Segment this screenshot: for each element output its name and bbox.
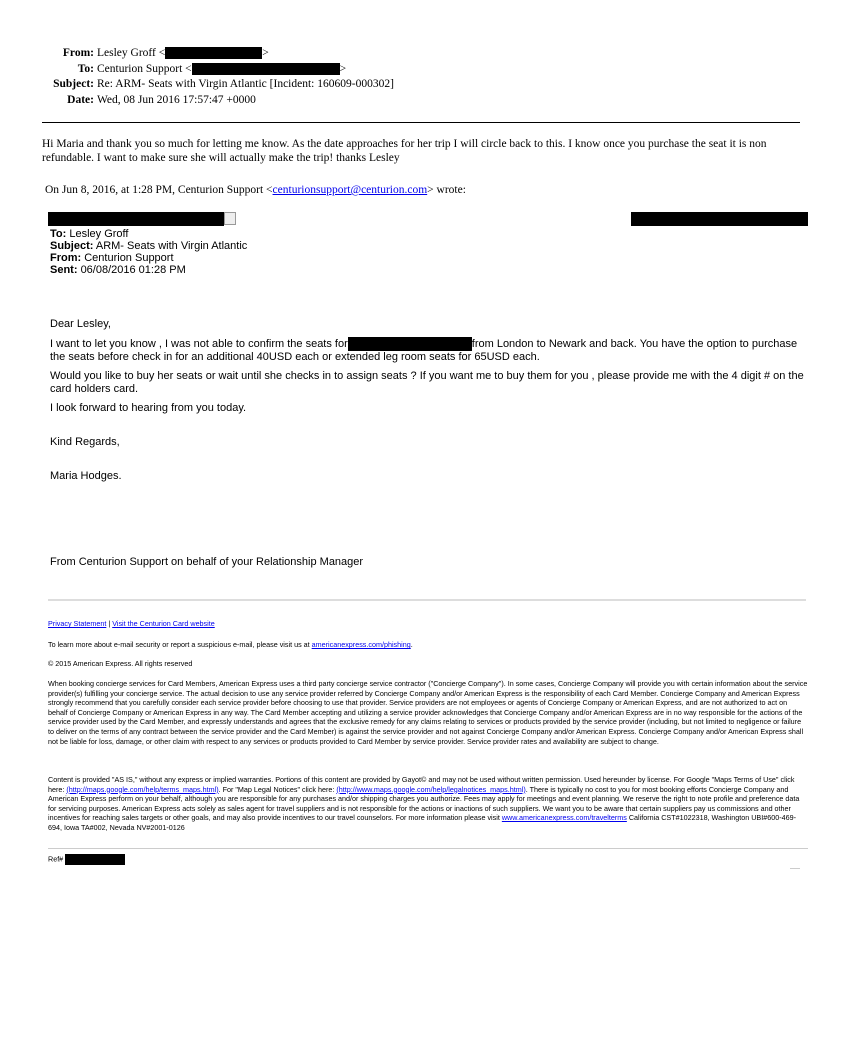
redacted-block (65, 854, 125, 865)
quote-attribution: On Jun 8, 2016, at 1:28 PM, Centurion Support <centurionsupport@centurion.com> wrote: (45, 184, 466, 196)
redacted-block (165, 47, 262, 59)
privacy-statement-link[interactable]: Privacy Statement (48, 619, 107, 628)
meta-from: From: Centurion Support (50, 252, 174, 264)
tiny-divider (790, 868, 800, 869)
date-value: Wed, 08 Jun 2016 17:57:47 +0000 (97, 93, 256, 106)
quoted-meta (50, 228, 247, 276)
header-from-row (0, 46, 400, 62)
meta-sent: Sent: 06/08/2016 01:28 PM (50, 264, 186, 276)
date-label: Date: (67, 93, 94, 106)
broken-image-icon (224, 212, 236, 225)
footer-links: Privacy Statement | Visit the Centurion Card website (48, 619, 215, 628)
paragraph-3: I look forward to hearing from you today. (50, 402, 247, 414)
subject-value: Re: ARM- Seats with Virgin Atlantic [Incident: 160609-000302] (97, 78, 394, 90)
content-notice: Content is provided "AS IS," without any express or implied warranties. Portions of this content are provided by Gayot© and may not be used without written permission. Used hereunder by license. For Google "Maps Terms of Use" click here: (http://maps.google.com/help/terms_maps.html). For "Map Legal Notices" click here: (http://www.maps.google.com/help/legalnotices_maps.html). There is typically no cost to you for most booking efforts Concierge Company and American Express perform on your behalf, although you are responsible for any purchases and/or shipping charges you authorize. Fees may apply for meetings and event planning. We reserve the right to note profile and preference data for servicing purposes. American Express acts solely as sales agent for travel suppliers and is not responsible for the actions or inactions of such suppliers. We want you to be aware that certain suppliers pay us commissions and other incentives for reaching sales targets or other goals, and may also provide incentives to our travel counselors. For more information please visit www.americanexpress.com/travelterms California CST#1022318, Washington UBI#600-469-694, Iowa TA#002, Nevada NV#2001-0126 (48, 775, 800, 832)
disclaimer: When booking concierge services for Card Members, American Express uses a third party concierge service contractor ("Concierge Company"). In some cases, Concierge Company will provide you with certain information about the service provider(s) fulfilling your concierge service. The actual decision to use any service provider referred by Concierge Company and/or American Express is the responsibility of each Card Member. Concierge Company and American Express strongly recommend that you carefully consider each service provider before choosing to use that provider. Service providers are not employees or agents of Concierge Company or American Express, and are not authorized to act on behalf of Concierge Company or American Express in any way. The Card Member accepting and utilizing a service provider acknowledges that Concierge Company and/or American Express are in no way responsible for the actions of the service provider used by the Card Member, and expressly understands and agrees that the exclusive remedy for any claims relating to services or products provided by the service provider (including, but not limited to negligence or failure to deliver on the terms of any contract between the service provider and the Card Member) is against the service provider and not against Concierge Company and/or American Express. Concierge Company and/or American Express shall not be liable for loss, damage, or other claim with respect to any services or products provided to Card Member by service provider. Service provider rates and availability are subject to change. (48, 679, 808, 746)
header-divider (42, 122, 800, 123)
signature: Maria Hodges. (50, 470, 122, 482)
visit-centurion-link[interactable]: Visit the Centurion Card website (112, 619, 215, 628)
maps-terms-link[interactable]: (http://maps.google.com/help/terms_maps.html) (66, 784, 219, 794)
from-value: Lesley Groff < > (97, 47, 269, 59)
redacted-block (192, 63, 340, 75)
redacted-block (348, 337, 472, 351)
broken-image (224, 212, 631, 226)
paragraph-2: Would you like to buy her seats or wait until she checks in to assign seats ? If you want me to buy them for you , please provide me with the 4 digit # on the card holders card. (50, 370, 804, 395)
behalf-line: From Centurion Support on behalf of your Relationship Manager (50, 556, 364, 568)
to-value: Centurion Support < > (97, 62, 347, 75)
travelterms-link[interactable]: www.americanexpress.com/travelterms (501, 813, 627, 823)
reply-text: Hi Maria and thank you so much for letting me know. As the date approaches for her trip I will circle back to this. I know once you purchase the seat it is non refundable. I want to make sure she will actually make the trip! thanks Lesley (42, 138, 767, 164)
header-subject-row (0, 77, 400, 93)
subject-label: Subject: (53, 78, 94, 90)
from-label: From: (62, 47, 94, 59)
copyright: © 2015 American Express. All rights reserved (48, 659, 193, 668)
maps-legal-link[interactable]: (http://www.maps.google.com/help/legalnotices_maps.html) (336, 784, 526, 794)
security-line: To learn more about e-mail security or report a suspicious e-mail, please visit us at americanexpress.com/phishing. (48, 640, 413, 649)
header-to-row (0, 62, 400, 78)
meta-to: To: Lesley Groff (50, 228, 129, 240)
phishing-link[interactable]: americanexpress.com/phishing (311, 640, 411, 649)
footer-divider (48, 599, 806, 601)
footer-bottom-divider (48, 848, 808, 849)
paragraph-1: I want to let you know , I was not able to confirm the seats for from London to Newark and back. You have the option to purchase the seats before check in for an additional 40USD each or extended leg room seats for 65USD each. (50, 337, 798, 363)
ref-line: Ref# (48, 854, 808, 865)
meta-subject: Subject: ARM- Seats with Virgin Atlantic (50, 240, 248, 252)
quoted-body (50, 318, 810, 569)
closing: Kind Regards, (50, 436, 120, 448)
to-label: To: (77, 62, 94, 75)
greeting: Dear Lesley, (50, 318, 111, 330)
support-email-link[interactable]: centurionsupport@centurion.com (272, 184, 428, 196)
header-date-row (0, 93, 400, 109)
redacted-banner (48, 212, 808, 226)
email-header (0, 46, 400, 108)
